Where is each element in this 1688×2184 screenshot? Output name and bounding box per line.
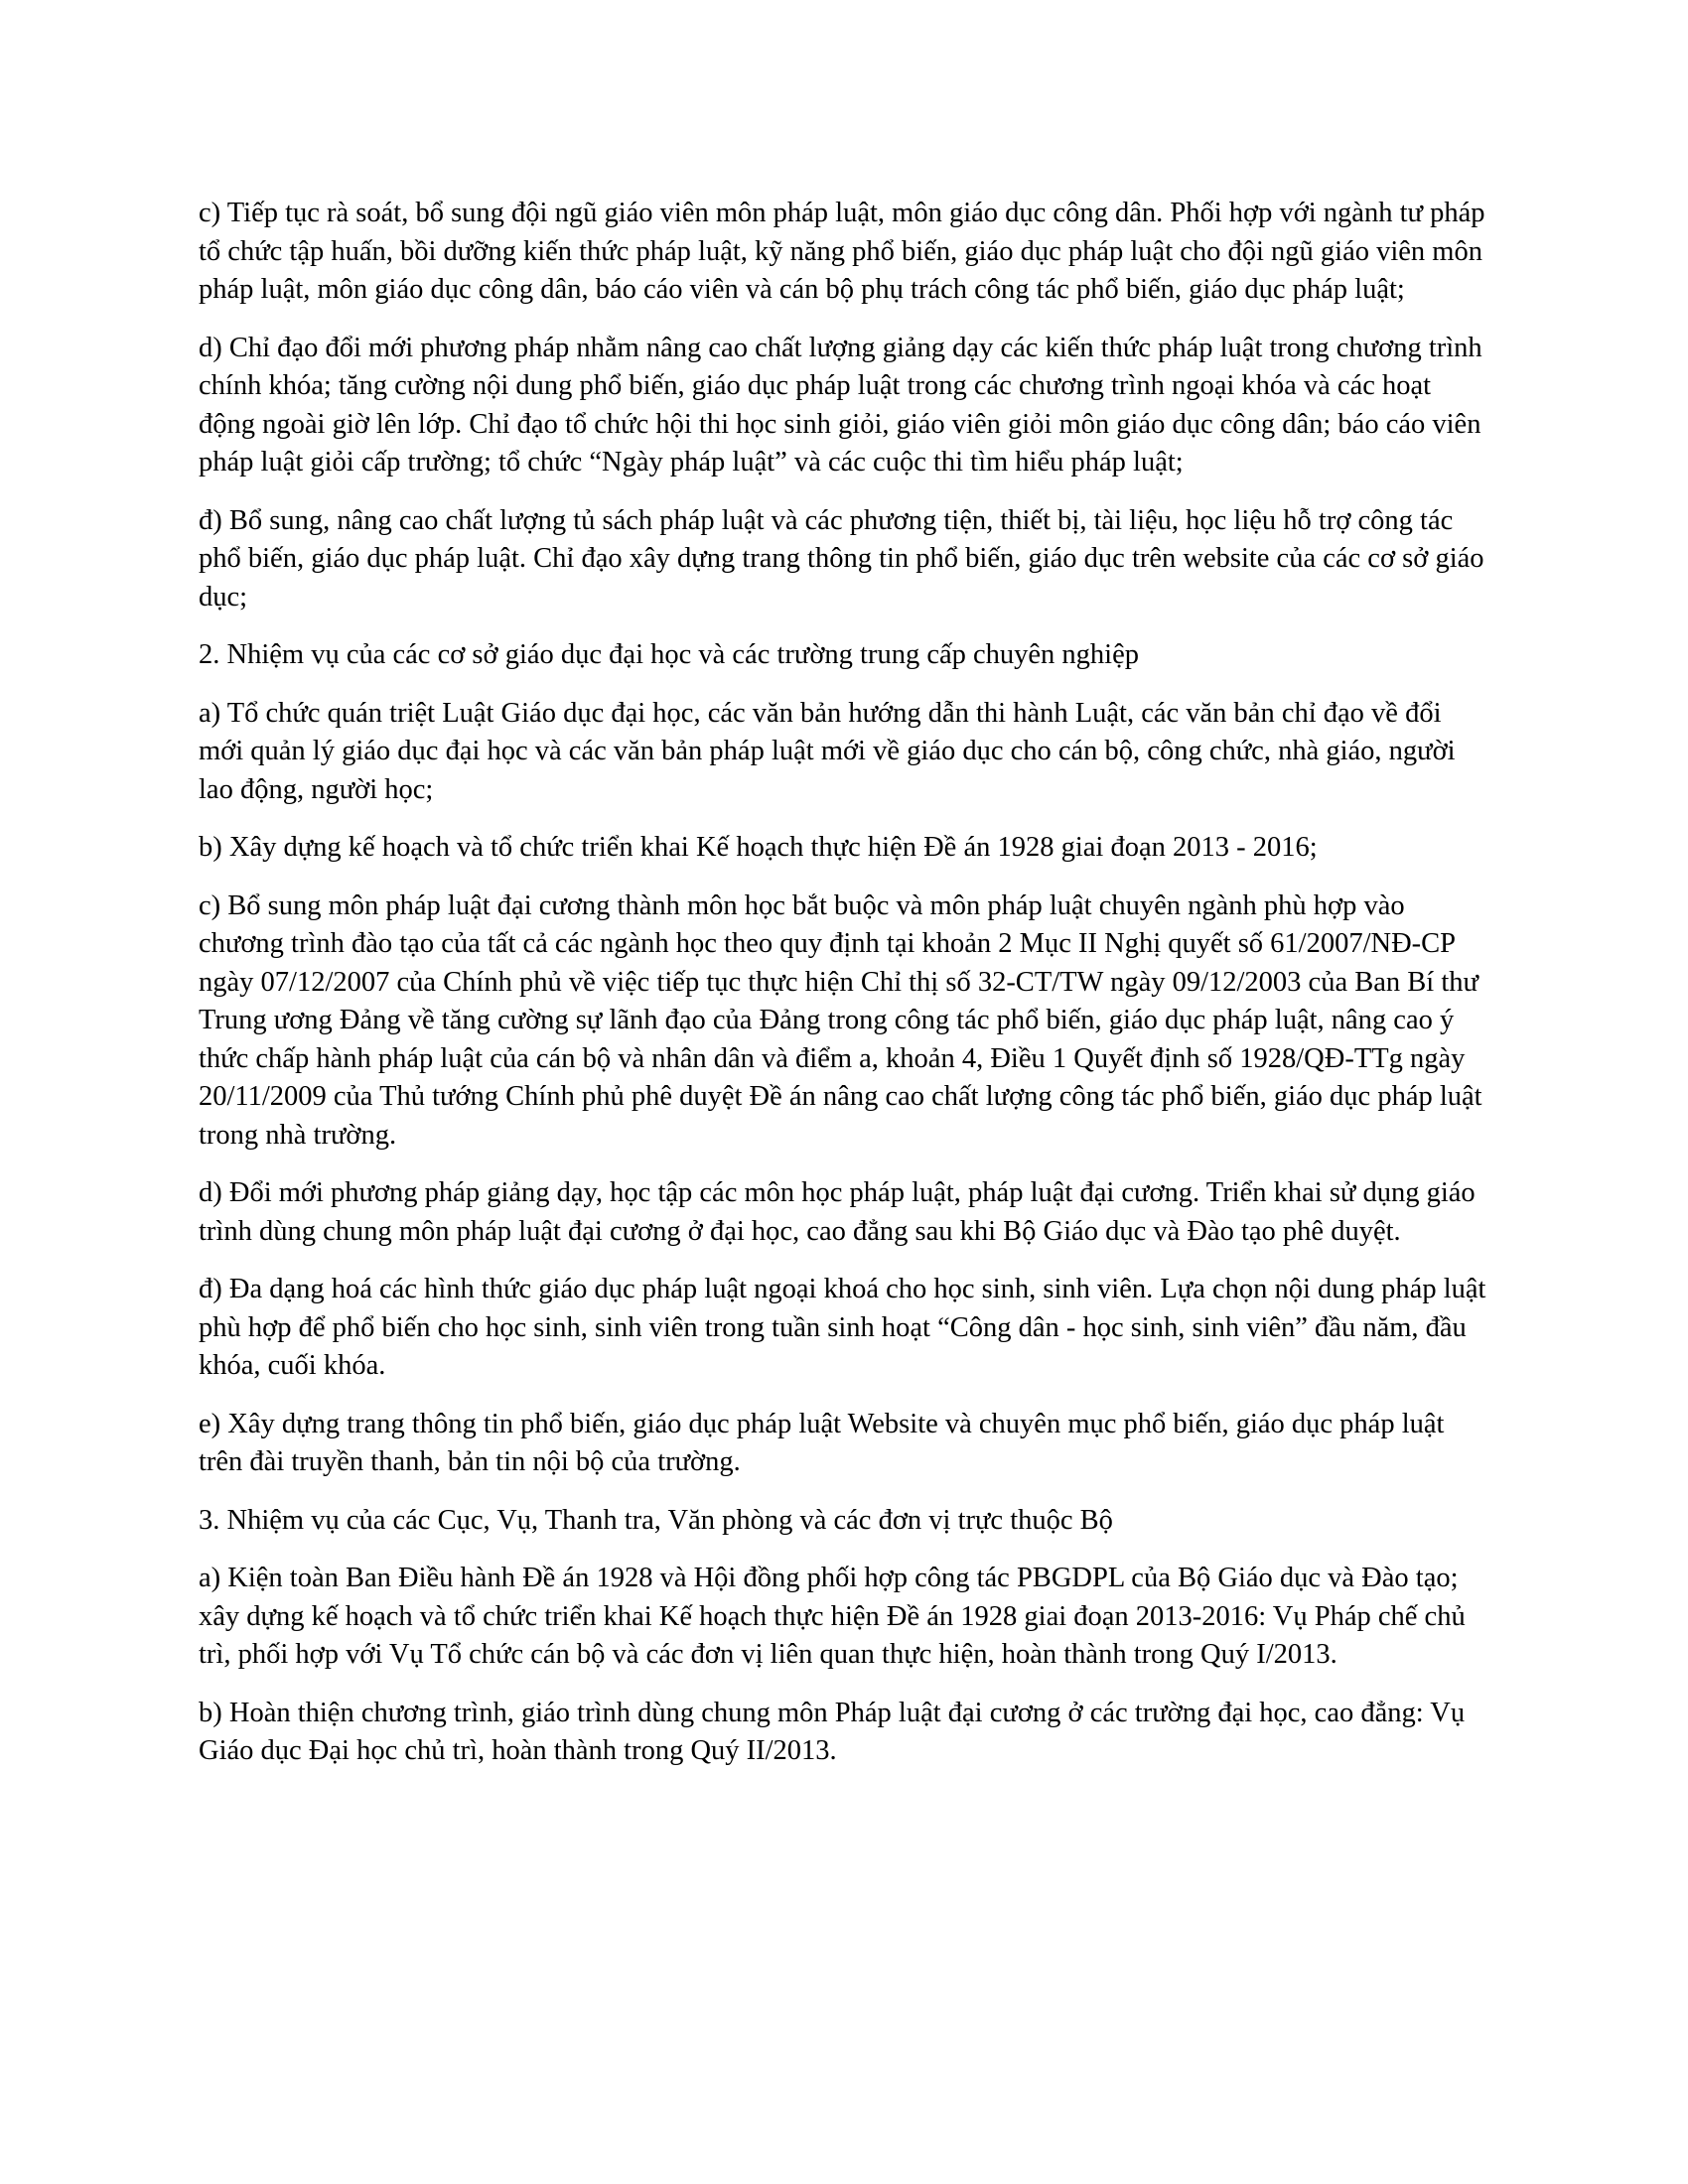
paragraph-d-teaching-methods: d) Chỉ đạo đổi mới phương pháp nhằm nâng cao chất lượng giảng dạy các kiến thức pháp luật trong chương trình chính khóa; tăng cường nội dung phổ biến, giáo dục pháp luật trong các chương trình ngoại khóa và các hoạt động ngoài giờ lên lớp. Chỉ đạo tổ chức hội thi học sinh giỏi, giáo viên giỏi môn giáo dục công dân; báo cáo viên pháp luật giỏi cấp trường; tổ chức “Ngày pháp luật” và các cuộc thi tìm hiểu pháp luật; [199, 332, 1482, 478]
paragraph-b-plan-1928: b) Xây dựng kế hoạch và tổ chức triển khai Kế hoạch thực hiện Đề án 1928 giai đoạn 2013 - 2016; [199, 832, 1318, 863]
section-heading-2: 2. Nhiệm vụ của các cơ sở giáo dục đại học và các trường trung cấp chuyên nghiệp [199, 639, 1139, 670]
paragraph-c-teacher-training: c) Tiếp tục rà soát, bổ sung đội ngũ giáo viên môn pháp luật, môn giáo dục công dân. Phối hợp với ngành tư pháp tổ chức tập huấn, bồi dưỡng kiến thức pháp luật, kỹ năng phổ biến, giáo dục pháp luật cho đội ngũ giáo viên môn pháp luật, môn giáo dục công dân, báo cáo viên và cán bộ phụ trách công tác phổ biến, giáo dục pháp luật; [199, 198, 1485, 305]
paragraph-a-higher-education-law: a) Tổ chức quán triệt Luật Giáo dục đại học, các văn bản hướng dẫn thi hành Luật, các văn bản chỉ đạo về đổi mới quản lý giáo dục đại học và các văn bản pháp luật mới về giáo dục cho cán bộ, công chức, nhà giáo, người lao động, người học; [199, 697, 1456, 805]
paragraph-e-website: e) Xây dựng trang thông tin phổ biến, giáo dục pháp luật Website và chuyên mục phổ biến, giáo dục pháp luật trên đài truyền thanh, bản tin nội bộ của trường. [199, 1408, 1445, 1477]
paragraph-a-steering-board: a) Kiện toàn Ban Điều hành Đề án 1928 và Hội đồng phối hợp công tác PBGDPL của Bộ Giáo dục và Đào tạo; xây dựng kế hoạch và tổ chức triển khai Kế hoạch thực hiện Đề án 1928 giai đoạn 2013-2016: Vụ Pháp chế chủ trì, phối hợp với Vụ Tổ chức cán bộ và các đơn vị liên quan thực hiện, hoàn thành trong Quý I/2013. [199, 1563, 1466, 1670]
section-heading-3: 3. Nhiệm vụ của các Cục, Vụ, Thanh tra, Văn phòng và các đơn vị trực thuộc Bộ [199, 1504, 1113, 1536]
paragraph-b-curriculum: b) Hoàn thiện chương trình, giáo trình dùng chung môn Pháp luật đại cương ở các trường đại học, cao đẳng: Vụ Giáo dục Đại học chủ trì, hoàn thành trong Quý II/2013. [199, 1697, 1466, 1766]
paragraph-dd-extracurricular: đ) Đa dạng hoá các hình thức giáo dục pháp luật ngoại khoá cho học sinh, sinh viên. Lựa chọn nội dung pháp luật phù hợp để phổ biến cho học sinh, sinh viên trong tuần sinh hoạt “Công dân - học sinh, sinh viên” đầu năm, đầu khóa, cuối khóa. [199, 1274, 1486, 1381]
document-page [199, 195, 1489, 1791]
paragraph-dd-law-bookshelf: đ) Bổ sung, nâng cao chất lượng tủ sách pháp luật và các phương tiện, thiết bị, tài liệu, học liệu hỗ trợ công tác phổ biến, giáo dục pháp luật. Chỉ đạo xây dựng trang thông tin phổ biến, giáo dục trên website của các cơ sở giáo dục; [199, 504, 1484, 613]
paragraph-d-innovate-teaching: d) Đổi mới phương pháp giảng dạy, học tập các môn học pháp luật, pháp luật đại cương. Triển khai sử dụng giáo trình dùng chung môn pháp luật đại cương ở đại học, cao đẳng sau khi Bộ Giáo dục và Đào tạo phê duyệt. [199, 1177, 1476, 1247]
paragraph-c-general-law-course: c) Bổ sung môn pháp luật đại cương thành môn học bắt buộc và môn pháp luật chuyên ngành phù hợp vào chương trình đào tạo của tất cả các ngành học theo quy định tại khoản 2 Mục II Nghị quyết số 61/2007/NĐ-CP ngày 07/12/2007 của Chính phủ về việc tiếp tục thực hiện Chỉ thị số 32-CT/TW ngày 09/12/2003 của Ban Bí thư Trung ương Đảng về tăng cường sự lãnh đạo của Đảng trong công tác phổ biến, giáo dục pháp luật, nâng cao ý thức chấp hành pháp luật của cán bộ và nhân dân và điểm a, khoản 4, Điều 1 Quyết định số 1928/QĐ-TTg ngày 20/11/2009 của Thủ tướng Chính phủ phê duyệt Đề án nâng cao chất lượng công tác phổ biến, giáo dục pháp luật trong nhà trường. [199, 889, 1482, 1151]
